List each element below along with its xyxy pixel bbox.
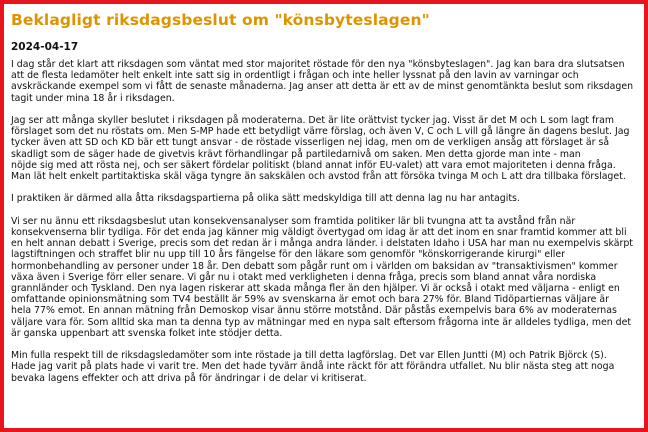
paragraph-line: en helt annan debatt i Sverige, precis som det redan är i många andra länder. i delstaten Idaho i USA har man nu exempelvis skärpt [11, 238, 633, 250]
paragraph-line: tycker även att SD och KD bär ett tungt ansvar - de röstade visserligen nej idag, men om de verkligen ansåg att förslaget är så [11, 137, 610, 149]
article-paragraph [11, 115, 643, 182]
paragraph-line: skadligt som de säger hade de givetvis krävt förhandlingar på partiledarnivå om saken. Men detta gjorde man inte - man [11, 148, 581, 160]
article-paragraph [11, 59, 643, 104]
paragraph-line: hormonbehandling av personer under 18 år. Den debatt som pågår runt om i världen om baksidan av "transaktivismen" kommer [11, 260, 618, 272]
article-title: Beklagligt riksdagsbeslut om "könsbyteslagen" [11, 11, 430, 29]
paragraph-line: växa även i Sverige förr eller senare. Vi går nu i otakt med verkligheten i denna fråga, precis som bland annat våra nordiska [11, 271, 597, 283]
paragraph-line: förslaget som det nu röstats om. Men S-MP hade ett betydligt värre förslag, och även V, C och L vill gå längre än dagens beslut. Jag [11, 126, 630, 138]
paragraph-line: är ganska uppenbart att svenska folket inte stödjer detta. [11, 327, 283, 339]
article-body [11, 59, 643, 395]
paragraph-line: Jag ser att många skyller beslutet i riksdagen på moderaterna. Det är lite orättvist tycker jag. Visst är det M och L som lagt fram [11, 115, 614, 126]
paragraph-line: Vi ser nu ännu ett riksdagsbeslut utan konsekvensanalyser som framtida politiker lär bli tvungna att ta avstånd från när [11, 215, 576, 227]
paragraph-line: Man lät helt enkelt partitaktiska skäl väga tyngre än sakskälen och avstod från att försöka tvinga M och L att dra tillbaka förslaget. [11, 171, 626, 183]
paragraph-line: lagstiftningen och straffet blir nu upp till 10 års fängelse för den läkare som genomför "könskorrigerande kirurgi" eller [11, 249, 565, 261]
paragraph-line: hela 77% emot. En annan mätning från Demoskop visar ännu större motstånd. Där påstås exempelvis bara 6% av moderaternas [11, 305, 617, 317]
paragraph-line: Hade jag varit på plats hade vi varit tre. Men det hade tyvärr ändå inte räckt för att förändra utfallet. Nu blir nästa steg att noga [11, 361, 615, 373]
paragraph-line: I dag står det klart att riksdagen som väntat med stor majoritet röstade för den nya "könsbyteslagen". Jag kan bara dra slutsatsen [11, 59, 625, 70]
paragraph-line: omfattande opinionsmätning som TV4 beställt är 59% av svenskarna är emot och bara 27% för. Bland Tidöpartiernas väljare är [11, 294, 610, 306]
paragraph-line: tagit under mina 18 år i riksdagen. [11, 92, 175, 104]
article-paragraph [11, 193, 643, 204]
paragraph-line: bevaka lagens effekter och att driva på för ändringar i de delar vi kritiserat. [11, 372, 367, 384]
paragraph-line: Min fulla respekt till de riksdagsledamöter som inte röstade ja till detta lagförslag. Det var Ellen Juntti (M) och Patrik Björck (S). [11, 350, 607, 362]
paragraph-line: avskräckande exempel som vi fått de senaste månaderna. Jag anser att detta är ett av de minst genomtänkta beslut som riksdagen [11, 81, 634, 93]
article-paragraph [11, 216, 643, 339]
paragraph-line: att de flesta ledamöter helt enkelt inte satt sig in ordentligt i frågan och inte heller lyssnat på den lavin av varningar och [11, 70, 579, 82]
paragraph-line: nöjde sig med att rösta nej, och ser säkert fördelar politiskt (bland annat inför EU-valet) att vara emot majoriteten i denna fråga. [11, 159, 616, 171]
paragraph-line: väljare vara för. Som alltid ska man ta denna typ av mätningar med en nypa salt eftersom frågorna inte är alldeles tydliga, men det [11, 316, 632, 328]
article-paragraph [11, 350, 643, 384]
paragraph-line: grannländer och Tyskland. Den nya lagen riskerar att skada många fler än den hjälper. Vi är också i otakt med väljarna - enligt en [11, 283, 620, 295]
paragraph-line: konsekvenserna blir tydliga. För det enda jag känner mig väldigt övertygad om idag är att det inom en snar framtid kommer att bli [11, 227, 627, 238]
paragraph-line: I praktiken är därmed alla åtta riksdagspartierna på olika sätt medskyldiga till att denna lag nu har antagits. [11, 193, 520, 205]
article-date: 2024-04-17 [11, 41, 79, 53]
